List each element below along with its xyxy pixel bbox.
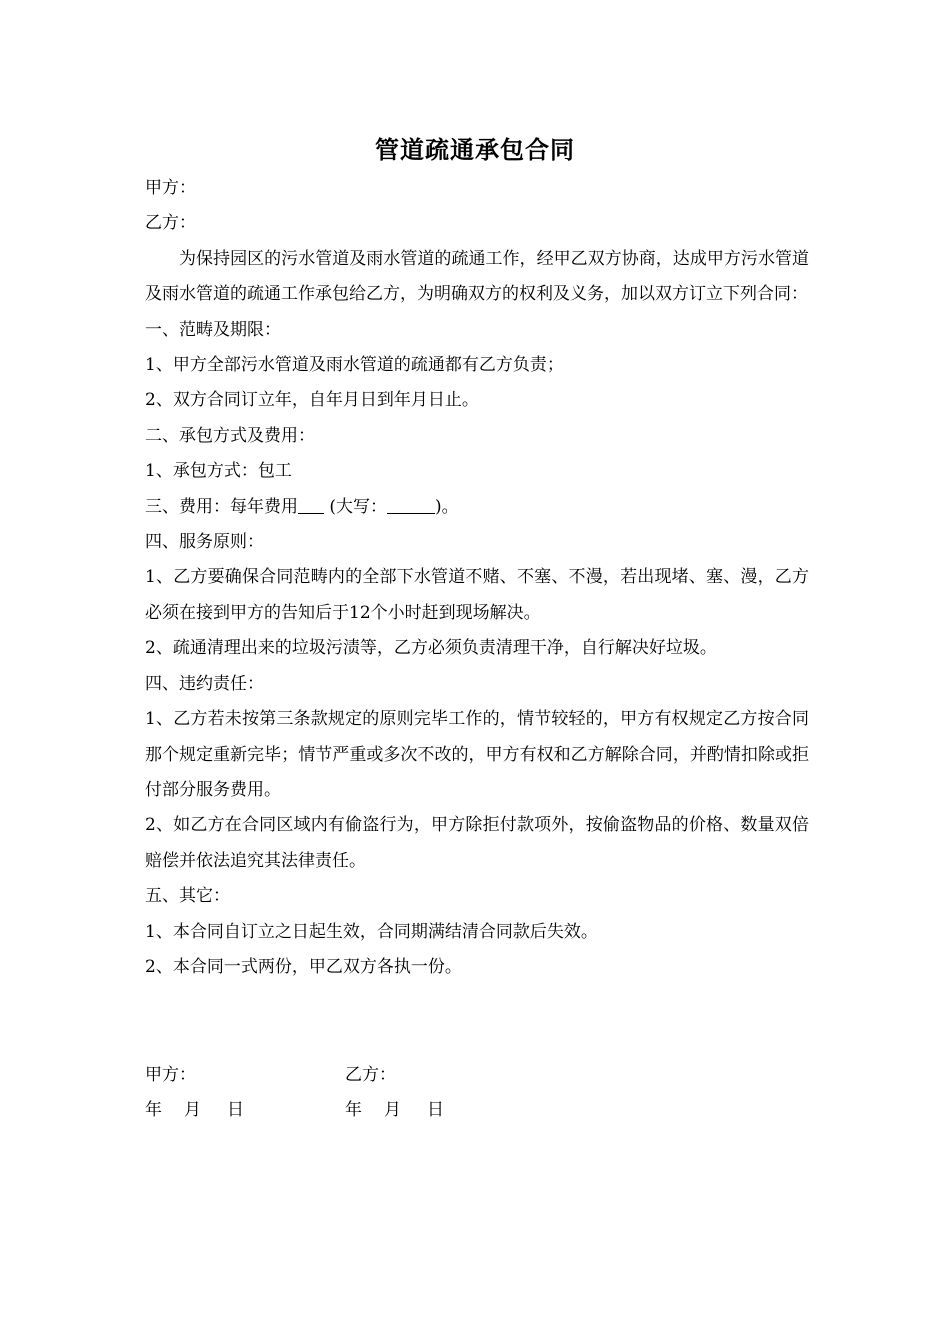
section-6-heading: 五、其它： (145, 886, 230, 907)
signature-party-a: 甲方： (145, 1065, 196, 1085)
signature-date-b (345, 1093, 444, 1128)
section-4-item-1: 1、乙方要确保合同范畴内的全部下水管道不赌、不塞、不漫，若出现堵、塞、漫，乙方必须在接到甲方的告知后于12个小时赶到现场解决。 (145, 567, 809, 623)
section-2-item-1: 1、承包方式：包工 (145, 461, 292, 482)
date-month-b: 月 (384, 1100, 401, 1120)
section-6-item-1: 1、本合同自订立之日起生效，合同期满结清合同款后失效。 (145, 921, 598, 942)
fee-capital-blank (387, 491, 435, 514)
section-6-item-2: 2、本合同一式两份，甲乙双方各执一份。 (145, 956, 462, 977)
section-1-item-2: 2、双方合同订立年，自年月日到年月日止。 (145, 390, 479, 411)
fee-amount-blank (298, 491, 324, 514)
section-1-item-1: 1、甲方全部污水管道及雨水管道的疏通都有乙方负责； (145, 355, 564, 376)
party-b-line: 乙方： (145, 213, 196, 234)
section-2-heading: 二、承包方式及费用： (145, 425, 315, 446)
fee-suffix: )。 (435, 496, 459, 517)
signature-party-b: 乙方： (345, 1065, 396, 1085)
section-1-heading: 一、范畴及期限： (145, 319, 281, 340)
fee-capital-label: (大写： (324, 496, 388, 517)
date-day-b: 日 (427, 1100, 444, 1120)
section-5-item-1: 1、乙方若未按第三条款规定的原则完毕工作的，情节较轻的，甲方有权规定乙方按合同那个规定重新完毕；情节严重或多次不改的，甲方有权和乙方解除合同，并酌情扣除或拒付部分服务费用。 (145, 709, 809, 800)
section-5-heading: 四、违约责任： (145, 673, 264, 694)
signature-date-a (145, 1093, 244, 1128)
section-5-item-2: 2、如乙方在合同区域内有偷盗行为，甲方除拒付款项外，按偷盗物品的价格、数量双倍赔偿并依法追究其法律责任。 (145, 815, 809, 871)
date-year-b: 年 (345, 1100, 362, 1120)
party-a-line: 甲方： (145, 178, 196, 198)
document-title: 管道疏通承包合同 (375, 135, 575, 164)
section-3-fee-line (145, 490, 809, 525)
section-4-item-2: 2、疏通清理出来的垃圾污渍等，乙方必须负责清理干净，自行解决好垃圾。 (145, 638, 717, 659)
section-4-heading: 四、服务原则： (145, 532, 264, 553)
date-year-a: 年 (145, 1100, 162, 1120)
fee-prefix: 三、费用：每年费用 (145, 496, 298, 517)
intro-paragraph: 为保持园区的污水管道及雨水管道的疏通工作，经甲乙双方协商，达成甲方污水管道及雨水管道的疏通工作承包给乙方，为明确双方的权利及义务，加以双方订立下列合同： (145, 248, 809, 305)
contract-body (145, 171, 809, 985)
date-month-a: 月 (184, 1100, 201, 1120)
date-day-a: 日 (227, 1100, 244, 1120)
